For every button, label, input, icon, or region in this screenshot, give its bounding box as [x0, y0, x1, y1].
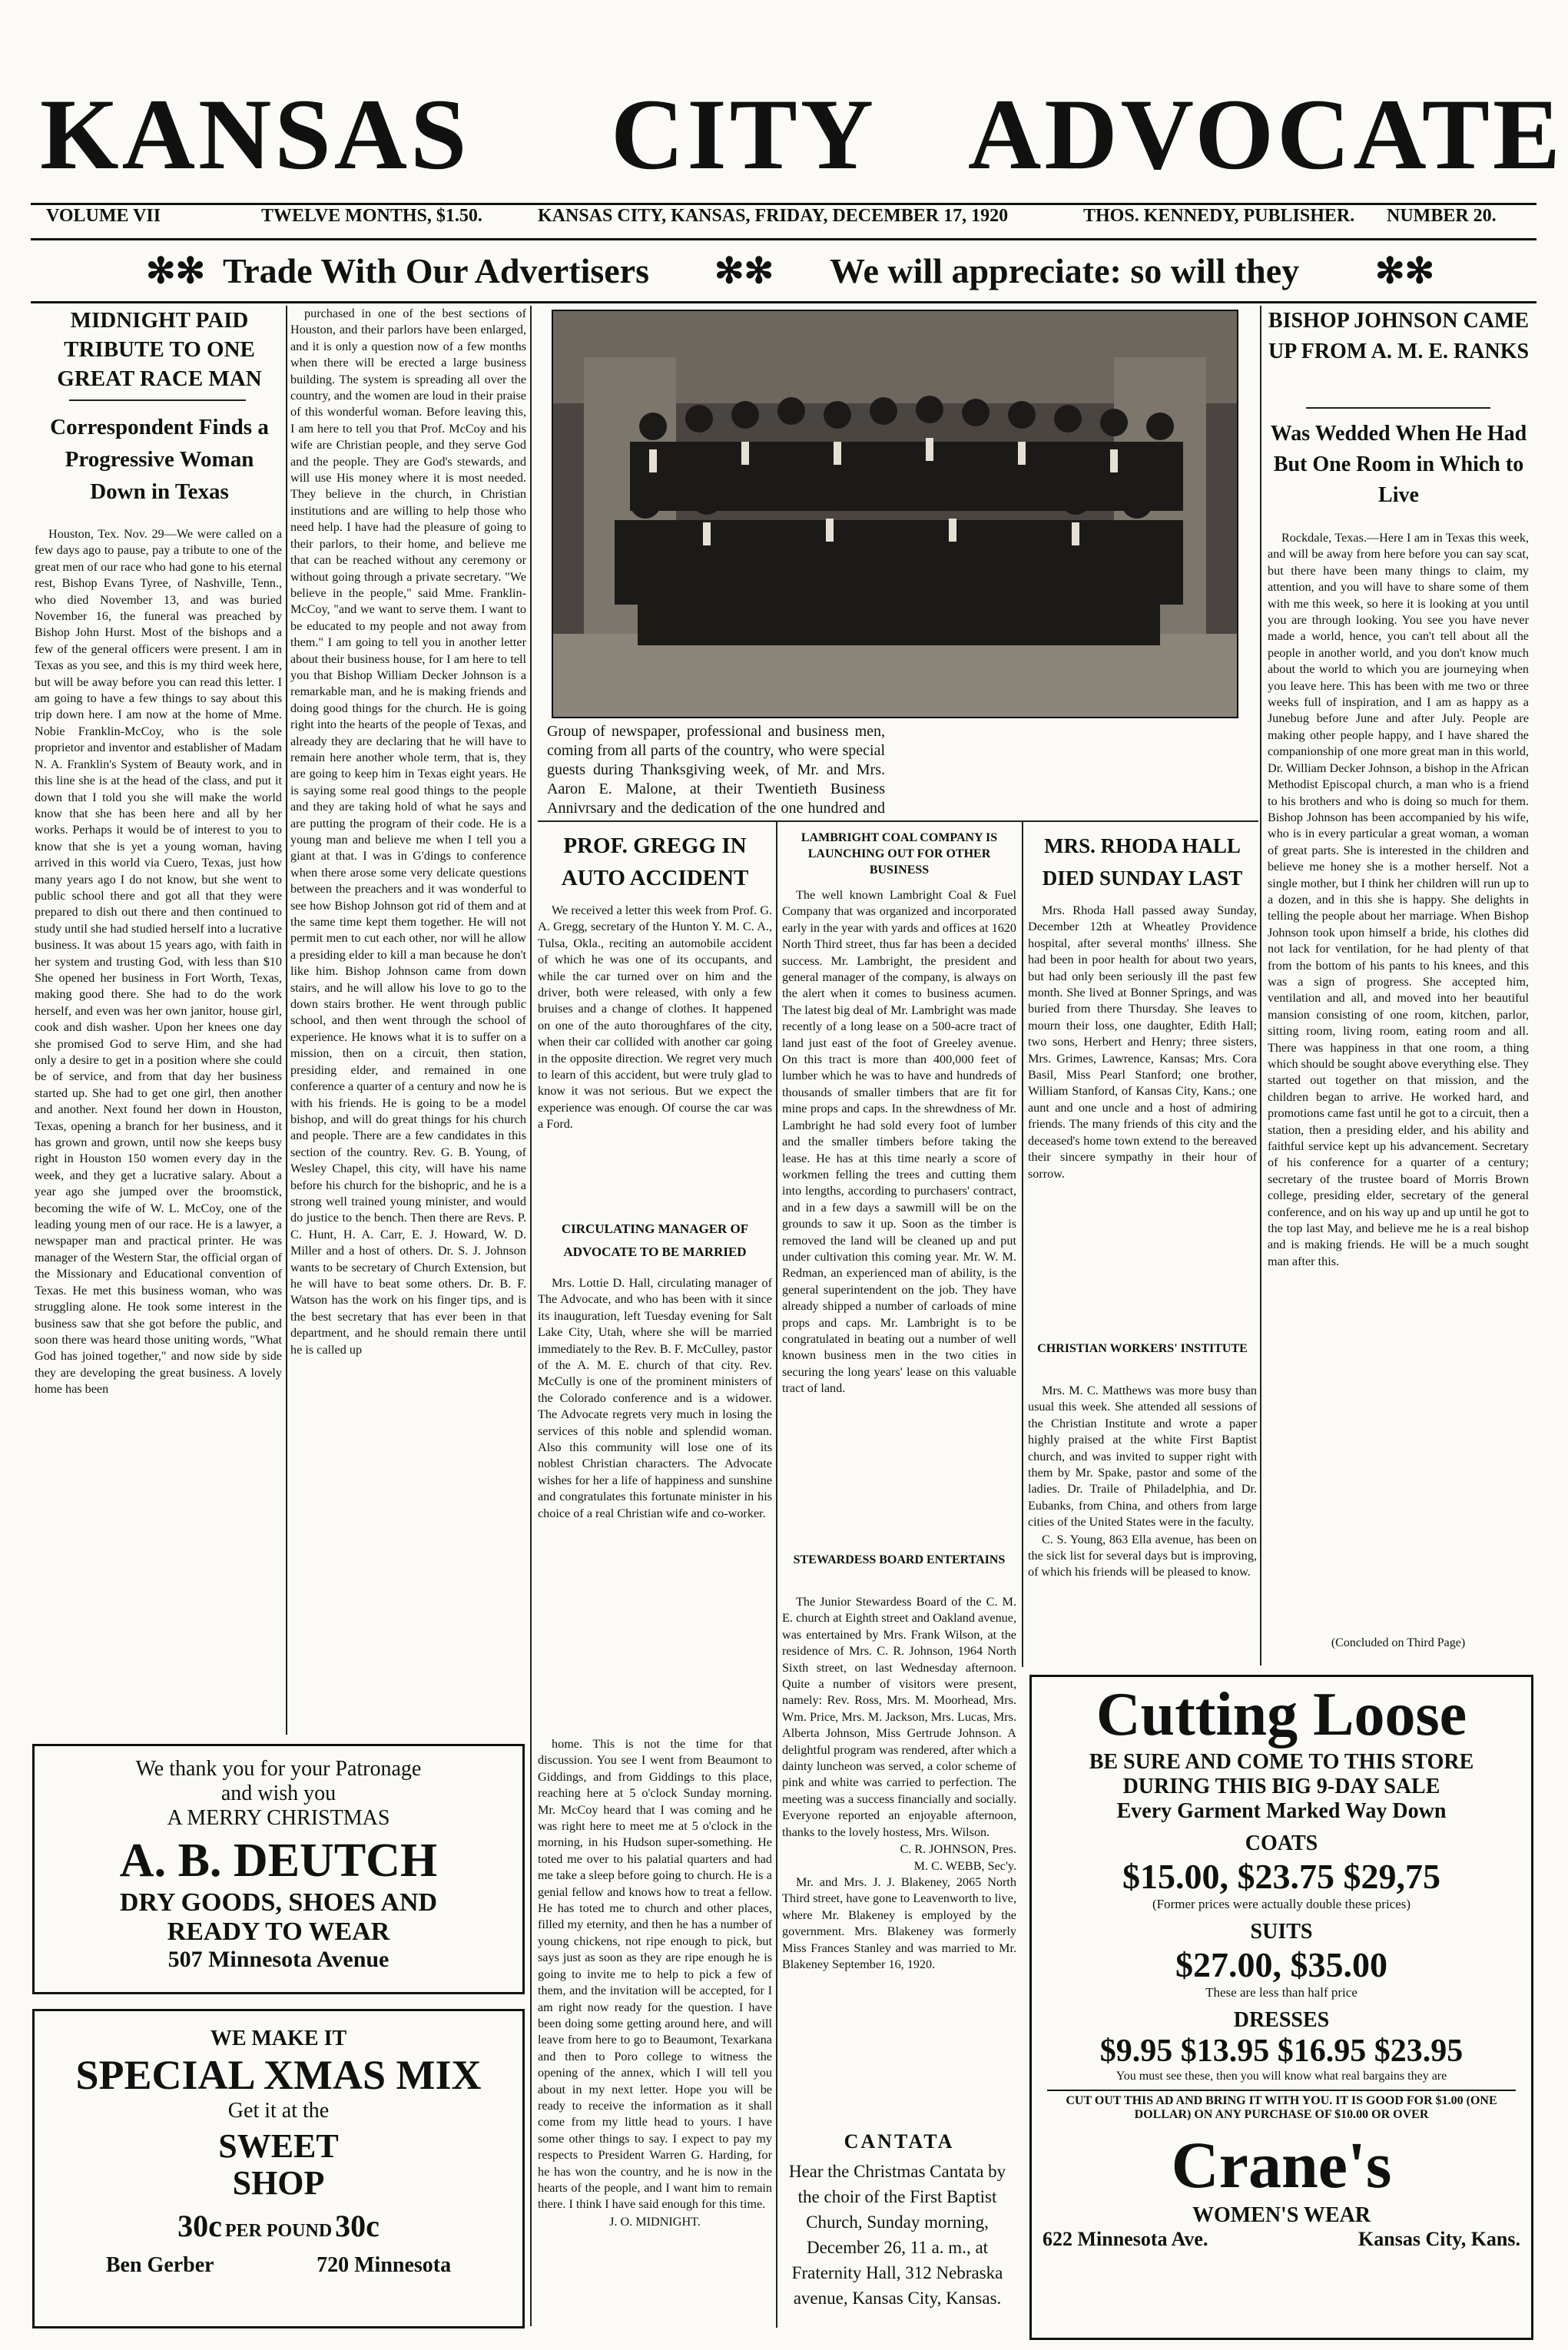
manager-headline: CIRCULATING MANAGER OF ADVOCATE TO BE MARRIED — [561, 1221, 749, 1259]
article-midnight-subhead: Correspondent Finds a Progressive Woman Down in Texas — [50, 415, 269, 504]
cranes-name: Crane's — [1171, 2128, 1392, 2202]
paragraph: Mrs. M. C. Matthews was more busy than usual this week. She attended all sessions of the Christian Institute and wrote a paper highly praised at the white First Baptist church, and was invited to supper right with them by Mr. Spake, pastor and some of the ladies. Dr. Traile of Philadelphia, and Dr. Eubanks, from China, and others from large cities of the United States were in the faculty. — [1028, 1384, 1257, 1530]
cranes-title: Cutting Loose — [1096, 1681, 1467, 1748]
ornament-icon: ✻✻ — [146, 251, 206, 290]
paragraph: The Junior Stewardess Board of the C. M. E. church at Eighth street and Oakland avenue, was entertained by Mrs. Frank Wilson, at the residence of Mrs. C. R. Johnson, 1964 North Sixth street, on last Wednesday afternoon. Quite a number of visitors were present, namely: Rev. Ross, Mrs. M. Moorhead, Mrs. Wm. Price, Mrs. M. Jackson, Mrs. Lucas, Mrs. Alberta Johnson, Miss Gertrude Johnson. A delightful program was rendered, after which a dainty luncheon was served, a color scheme of pink and white was carried to perfection. The meeting was a success financially and socially. Everyone reported an enjoyable afternoon, thanks to the lovely hostess, Mrs. Wilson. — [782, 1595, 1016, 1839]
banner — [31, 244, 1537, 298]
xmas-price: 30c — [177, 2209, 222, 2243]
column-rule — [776, 822, 777, 2328]
paragraph: home. This is not the time for that discussion. You see I went from Beaumont to Giddings, and from Giddings to this place, reaching here at 5 o'clock Sunday morning. Mr. McCoy heard that I was coming and he was right here to meet me at 5 o'clock in the morning, in his Hudson super-something. He toted me over to his palatial quarters and had me take a sleep before going to church. He is a genial fellow and knows how to treat a fellow. He has toted me to church and other places, filled my eternity, and then he has a number of young chickens, not ripe enough to pick, but says just as soon as they are ripe enough he is going to invite me to help to pick a few of them, and the invitation will be accepted, for I am right now ready for the question. I have been doing some getting around here, and will leave from here to go to Beaumont, Texarkana and then to Poro college to witness the opening of the annex, which I will tell you about in my next letter. Hope you will be ready to receive the information as it shall come from my little head to yours. I have some other things to say. I expect to pay my respects to President Warren G. Harding, for he has won the country, and he is now in the hearts of the people, and I want him to remain there. I think I have said enough for this time. — [538, 1737, 772, 2212]
stewardess-body — [782, 1594, 1016, 2124]
cranes-wear: WOMEN'S WEAR — [1192, 2203, 1371, 2227]
coal-headline: LAMBRIGHT COAL COMPANY IS LAUNCHING OUT FOR OTHER BUSINESS — [801, 831, 998, 877]
cranes-ad — [1029, 1675, 1533, 2340]
column-rule — [1260, 306, 1261, 1666]
price: TWELVE MONTHS, $1.50. — [261, 206, 482, 226]
deutch-line: A MERRY CHRISTMAS — [167, 1806, 390, 1830]
photo-caption-col1 — [547, 722, 885, 818]
cranes-coats-prices: $15.00, $23.75 $29,75 — [1122, 1857, 1440, 1896]
paragraph: We received a letter this week from Prof. G. A. Gregg, secretary of the Hunton Y. M. C. A., Tulsa, Okla., reciting an automobile accident of which he was one of its occupants, and while the car turned over on him and the driver, both were released, with only a few bruises and a change of clothes. It happened on one of the auto thoroughfares of the city, when their car collided with another car going in the opposite direction. We regret very much to learn of this accident, but were truly glad to know it was not serious. But we expect the experience was enough. Of course the car was a Ford. — [538, 903, 772, 1132]
banner-left: Trade With Our Advertisers — [223, 251, 649, 290]
bishop-continued: (Concluded on Third Page) — [1331, 1636, 1466, 1649]
cranes-line: Every Garment Marked Way Down — [1116, 1799, 1447, 1823]
issue-number: NUMBER 20. — [1387, 206, 1497, 226]
paragraph: Rockdale, Texas.—Here I am in Texas this week, and will be away from here before you can say scat, but there have been many things to claim, my attention, and you will have to share some of them with me this week, so here it is looking at you until you are through looking. You see you have never made a world, hence, you can't tell about all the people in another world, and you don't know much about the world to which you are journeying when you leave here. This has been with me two or three weeks full of inspiration, and I am as happy as a Junebug before June and after July. People are making other people happy, and I have shared the companionship of one more great man in this world, Dr. William Decker Johnson, a bishop in the African Methodist Episcopal church, a man who is a friend to his brothers and who is doing so much for them. Bishop Johnson has been accompanied by his wife, who is in every particular a great woman, a woman of great parts. She is interested in the children and believe me honey she is a mother herself. Not a single mother, but I think her children will run up to a dozen, and in this she is happy. She delights in telling the people about her marriage. When Bishop Johnson took upon himself a bride, his clothes did not lack for ventilation, for he had plenty of that from the bottom of his pants to his knees, and this was a sign of progress. She accepted him, ventilation and all, and moved into her beautiful mansion consisting of one room, kitchen, parlor, sitting room, living room, eating room and all. There was happiness in that one room, a thing which should be sought above everything else. They started out together on that mission, and the children began to arrive. He worked hard, and promotions came fast until he got to a circuit, then a station, then a presiding elder, and his ability and faithful service kept up his advancement. Secretary of his conference for a quarter of a century; secretary of the trustee board of Morris Brown college, presiding elder, secretary of the general conference, and on his way up and up until he got to the top last May, and believe me he is a real bishop and is making friends. He will be a much sought man after this. — [1268, 531, 1529, 1268]
photo-caption: Group of newspaper, professional and business men, coming from all parts of the country, who were special guests during Thanksgiving week, of Mr. and Mrs. Aaron E. Malone, at their Twentieth Business Annivrsary and the dedication of the one hundred and — [547, 723, 885, 817]
stewardess-signature-president: C. R. JOHNSON, Pres. — [900, 1842, 1016, 1857]
paragraph: C. S. Young, 863 Ella avenue, has been on the sick list for several days but is improving, of which his friends will be pleased to know. — [1028, 1532, 1257, 1579]
banner-rule — [31, 301, 1537, 303]
deutch-ad — [32, 1744, 525, 1994]
cranes-coupon: CUT OUT THIS AD AND BRING IT WITH YOU. IT IS GOOD FOR $1.00 (ONE DOLLAR) ON ANY PURCHASE OF $10.00 OR OVER — [1047, 2090, 1516, 2122]
bishop-body — [1268, 530, 1529, 1636]
article-midnight-body-col1 — [35, 526, 282, 1734]
info-rule — [31, 238, 1537, 240]
midnight-signature: J. O. MIDNIGHT. — [609, 2214, 701, 2229]
info-line — [38, 206, 1529, 237]
stewardess-signature-secretary: M. C. WEBB, Sec'y. — [913, 1858, 1016, 1873]
manager-body — [538, 1275, 772, 1736]
cranes-line: DURING THIS BIG 9-DAY SALE — [1122, 1775, 1440, 1798]
ornament-icon: ✻✻ — [714, 251, 774, 290]
xmas-ad — [32, 2009, 525, 2328]
cranes-coats-note: (Former prices were actually double these prices) — [1152, 1897, 1411, 1911]
xmas-per-pound: PER POUND — [224, 2221, 333, 2241]
xmas-price-row — [35, 2208, 522, 2244]
stewardess-headline: STEWARDESS BOARD ENTERTAINS — [793, 1553, 1006, 1566]
cranes-suits-note: These are less than half price — [1205, 1985, 1357, 2000]
paragraph: purchased in one of the best sections of Houston, and their parlors have been enlarged, and it is only a question now of a few months when there will be erected a large business building. The system is spreading all over the country, and the women are loud in their praise of this wonderful woman. Before leaving this, I am here to tell you that Prof. McCoy and his wife are Christian people, and they serve God and the people. They are God's stewards, and will use His money where it is most needed. They believe in the church, in Christian institutions and are willing to help those who need help. I have had the pleasure of going to their parlors, to their home, and believe me that can be reached without any ceremony or without going through a private secretary. "We believe in the people," said Mme. Franklin-McCoy, "and we want to serve them. I want to be educated to my people and not away from them." I am going to tell you in another letter about their business house, for I am here to tell you that Bishop William Decker Johnson is a remarkable man, and he is making friends and doing good things for the church. He is going right into the hearts of the people of Texas, and already they are declaring that he will have to remain here another whole term, that is, they are going to keep him in Texas eight years. He is saying some real good things to the people and they are taking hold of what he says and are putting the program of their code. He is a young man and believe me when I tell you a giant at that. I was in G'dings to conference when there arose some very delicate questions between the preachers and it was wonderful to see how Bishop Johnson got rid of them and at the same time kept them together. He will not permit men to cut each other, nor will he allow a presiding elder to kill a man because he don't like him. Bishop Johnson came from down stairs, and he will allow his love to go to the down stairs brother. He went through public school, and then went through the school of experience. He knows what it is to suffer on a mission, then on a circuit, then station, presiding elder, and remained in one conference a quarter of a century and now he is with his friends. He is going to be a model bishop, and will do great things for his church and people. There are a few candidates in this section of the country. Rev. G. B. Young, of Wesley Chapel, this city, will have his name before his church for the bishopric, and he is a strong well trained young minister, and would do justice to the bench. Then there are Revs. P. C. Hunt, H. A. Carr, E. J. Howard, W. D. Miller and a host of others. Dr. S. J. Johnson wants to be secretary of Church Extension, but he will have to beat some others. Dr. B. F. Watson has the work on his finger tips, and is the best secretary that has ever been in that department, and he should remain there until he is called up — [290, 307, 526, 1357]
cantata-body: Hear the Christmas Cantata by the choir of the First Baptist Church, Sunday morning, December 26, 11 a. m., at Fraternity Hall, 312 Nebraska avenue, Kansas City, Kansas. — [788, 2162, 1006, 2308]
deutch-address: 507 Minnesota Avenue — [167, 1947, 390, 1972]
deutch-name: A. B. DEUTCH — [119, 1835, 438, 1887]
paragraph: Houston, Tex. Nov. 29—We were called on a few days ago to pause, pay a tribute to one of the great men of our race who had gone to his eternal rest, Bishop Evans Tyree, of Nashville, Tenn., who died November 13, and was buried November 16, the funeral was preached by Bishop John Hurst. Most of the bishops and a few of the general officers were present. I am in Texas as you see, and this is my third week here, but will be away before you can read this letter. I am going to have a few things to say about this trip down here. I am now at the home of Mme. Nobie Franklin-McCoy, who is the sole proprietor and inventor and establisher of Madam N. A. Franklin's System of Beauty work, and in this line she is at the head of the class, and put it down that I told you she will make the world know that she has been here and all by her works. Perhaps it would be of interest to you to know that she is yet a young woman, having arrived in this world via Cuero, Texas, just how many years ago I do not know, but she went to public school there and got all that they were prepared to dish out there and then continued to study until she had studied herself into a lucrative business. It was about 15 years ago, with faith in her system and trusting God, with less than $10 She opened her business in Fort Worth, Texas, making good there. She had to do the work herself, and even was her own janitor, house girl, cook and dish washer. Upon her knees one day she promised God to serve Him, and she had only a desire to get in a position where she could be of service, and from that day her business started up. She had to get one girl, then another and another. Next found her down in Houston, Texas, opening a branch for her business, and it has grown and grown, until now she keeps busy right in Houston 150 women every day in the week, and they get a lucrative salary. About a year ago she jumped over the broomstick, becoming the wife of W. L. McCoy, one of the leading young men of our race. He is a lawyer, a newspaper man and practical printer. He was manager of the Western Star, the official organ of the Missionary and Educational convention of Texas. He met this business woman, who was struggling alone. He took some interest in the business saw that she got before the public, and soon there was heard those uniting words, "What God has joined together," and now side by side they are developing the great business. A lovely home has been — [35, 527, 282, 1397]
paragraph: Mrs. Rhoda Hall passed away Sunday, December 12th at Wheatley Providence hospital, after several months' illness. She had been in poor health for about two years, but had only been seriously ill the past few month. She lived at Bonner Springs, and was buried from there Thursday. She leaves to mourn their loss, one daughter, Edith Hall; two sons, Herbert and Henry; three sisters, Mrs. Grimes, Lawrence, Kansas; Mrs. Cora Basil, Miss Pearl Stanford; one brother, William Stanford, of Kansas City, Kans.; one aunt and one uncle and a host of admiring friends. The many friends of this city and the deceased's home town extend to the bereaved their sincere sympathy in their hour of sorrow. — [1028, 903, 1257, 1181]
hall-headline: MRS. RHODA HALL DIED SUNDAY LAST — [1042, 834, 1243, 890]
paragraph: Mrs. Lottie D. Hall, circulating manager of The Advocate, and who has been with it since its inauguration, left Tuesday evening for Salt Lake City, Utah, where she will be married immediately to the Rev. B. F. McCulley, pastor of the A. M. E. church of that city. Rev. McCully is one of the prominent ministers of the Colorado conference and is a widower. The Advocate regrets very much in losing the services of this noble and splendid woman. Also this community will lose one of its noblest Christian characters. The Advocate wishes for her a life of happiness and sunshine and congratulates this fortunate minister in his choice of a real Christian wife and co-worker. — [538, 1276, 772, 1520]
hall-body — [1028, 903, 1257, 1325]
headline-rule — [69, 399, 246, 401]
coal-body — [782, 887, 1016, 1540]
midnight-continued — [538, 1736, 772, 2305]
paragraph: The well known Lambright Coal & Fuel Company that was organized and incorporated early in the year with yards and offices at 1620 North Third street, thus far has been a decided success. Mr. Lambright, the president and general manager of the company, is always on the alert when it comes to business acumen. The latest big deal of Mr. Lambright was made recently of a long lease on a 500-acre tract of land just east of the foot of Greeley avenue. On this tract is more than 400,000 feet of lumber which he was to have and hundreds of thousands of smaller timbers that are fit for mine props and caps. In the shrewdness of Mr. Lambright he had sold every foot of lumber and the smaller timbers before taking the lease. He has at this time nearly a score of workmen felling the trees and cutting them into lengths, according to purchasers' contract, and in a few days a sawmill will be on the grounds to saw it up. Soon as the timber is removed the land will be cleaned up and put under cultivation this coming year. Mr. W. M. Redman, an experienced man of ability, is the general superintendent on the job. They have already shipped a number of carloads of mine props and caps. Mr. Lambright is to be congratulated in beating out a number of well known business men in the two cities in securing the long years' lease on this valuable tract of land. — [782, 888, 1016, 1396]
cantata-headline: CANTATA — [844, 2130, 955, 2153]
institute-body — [1028, 1383, 1257, 1659]
deutch-line: DRY GOODS, SHOES AND — [119, 1888, 438, 1917]
group-photo-image — [553, 311, 1237, 717]
bishop-subhead: Was Wedded When He Had But One Room in Which to Live — [1270, 422, 1527, 507]
article-midnight-headline: MIDNIGHT PAID TRIBUTE TO ONE GREAT RACE MAN — [57, 308, 262, 391]
volume: VOLUME VII — [46, 206, 161, 226]
cranes-line: BE SURE AND COME TO THIS STORE — [1089, 1750, 1474, 1774]
masthead-rule — [31, 203, 1537, 205]
ornament-icon: ✻✻ — [1375, 251, 1435, 290]
xmas-shop-name: SHOP — [232, 2164, 325, 2202]
cranes-city: Kansas City, Kans. — [1358, 2228, 1520, 2250]
dateline: KANSAS CITY, KANSAS, FRIDAY, DECEMBER 17, 1920 — [538, 206, 1009, 226]
masthead-word-advocate: ADVOCATE — [968, 78, 1563, 191]
deutch-line: and wish you — [220, 1782, 336, 1805]
masthead-word-kansas: KANSAS — [40, 78, 470, 191]
bishop-headline: BISHOP JOHNSON CAME UP FROM A. M. E. RANKS — [1268, 309, 1530, 363]
article-midnight-body-col2 — [290, 306, 526, 1733]
column-rule — [530, 306, 532, 2326]
cranes-footer — [1032, 2228, 1531, 2251]
deutch-line: READY TO WEAR — [167, 1917, 390, 1946]
xmas-shop-name: SWEET — [218, 2127, 339, 2165]
paragraph: Mr. and Mrs. J. J. Blakeney, 2065 North Third street, have gone to Leavenworth to live, where Mr. Blakeney is employed by the government. Mrs. Blakeney was formerly Miss Frances Stanley and was married to Mr. Blakeney September 16, 1920. — [782, 1874, 1016, 1971]
column-rule — [1022, 822, 1023, 1667]
xmas-owner: Ben Gerber — [105, 2253, 214, 2277]
xmas-title: SPECIAL XMAS MIX — [75, 2052, 482, 2098]
xmas-price: 30c — [335, 2209, 380, 2243]
headline-rule — [1306, 407, 1490, 409]
banner-right: We will appreciate: so will they — [830, 251, 1300, 290]
cranes-address: 622 Minnesota Ave. — [1043, 2228, 1208, 2250]
masthead — [0, 69, 1568, 200]
group-photo — [552, 310, 1238, 718]
gregg-headline: PROF. GREGG IN AUTO ACCIDENT — [561, 834, 749, 890]
xmas-footer — [35, 2253, 522, 2278]
masthead-word-city: CITY — [611, 78, 877, 191]
column-rule — [286, 306, 287, 1735]
photo-caption-col2 — [899, 722, 1245, 818]
gregg-body — [538, 903, 772, 1210]
photo-rule — [538, 820, 1258, 822]
cranes-dresses-prices: $9.95 $13.95 $16.95 $23.95 — [1099, 2033, 1464, 2069]
cranes-coats-label: COATS — [1245, 1831, 1318, 1855]
cranes-dresses-label: DRESSES — [1233, 2008, 1330, 2032]
deutch-line: We thank you for your Patronage — [135, 1757, 422, 1781]
cranes-dresses-note: You must see these, then you will know what real bargains they are — [1116, 2070, 1447, 2083]
xmas-line: Get it at the — [227, 2099, 330, 2123]
institute-headline: CHRISTIAN WORKERS' INSTITUTE — [1037, 1342, 1248, 1355]
xmas-line: WE MAKE IT — [210, 2027, 347, 2050]
publisher: THOS. KENNEDY, PUBLISHER. — [1083, 206, 1355, 226]
cranes-suits-label: SUITS — [1250, 1920, 1313, 1944]
xmas-address: 720 Minnesota — [317, 2253, 452, 2277]
cranes-suits-prices: $27.00, $35.00 — [1175, 1945, 1387, 1984]
